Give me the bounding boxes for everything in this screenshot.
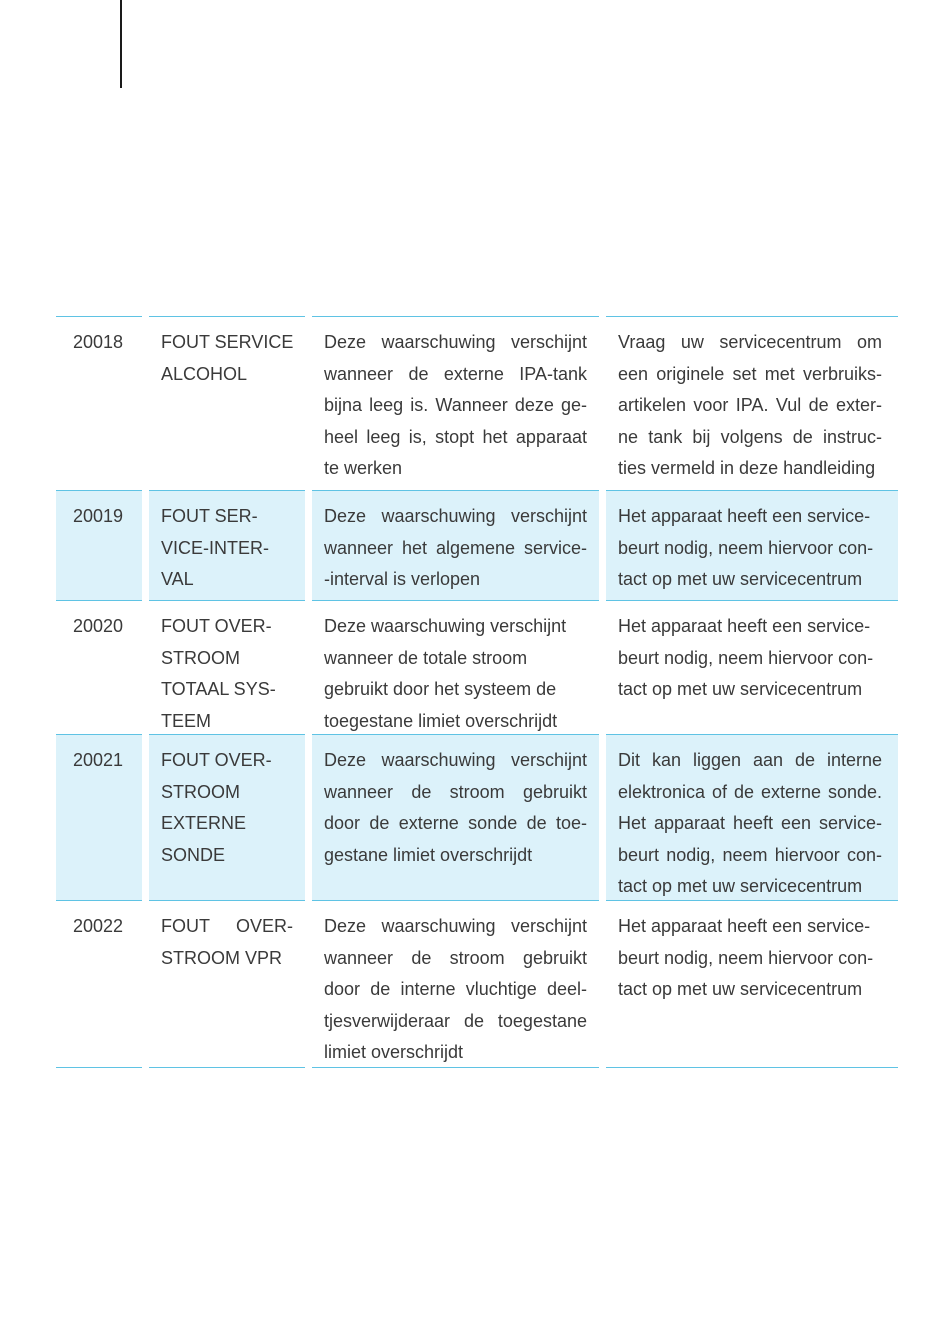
- error-code-cell: [56, 490, 142, 600]
- description-line: tjesverwijderaar de toegestane: [324, 1010, 587, 1031]
- action-cell: [606, 316, 898, 490]
- action-line: beurt nodig, neem hiervoor con-: [618, 647, 874, 668]
- description-line: Deze waarschuwing verschijnt: [324, 506, 587, 526]
- description-line: te werken: [324, 458, 403, 479]
- action-line: Het apparaat heeft een service-: [618, 916, 871, 936]
- error-code-cell: [56, 900, 142, 1068]
- error-name-line: VICE-INTER-: [161, 537, 269, 558]
- description-line: door de interne vluchtige deel-: [324, 979, 587, 1000]
- table-row: [56, 490, 898, 600]
- action-line: tact op met uw servicecentrum: [618, 679, 863, 700]
- error-code: 20018: [73, 332, 124, 352]
- description-cell: [312, 316, 599, 490]
- description-line: toegestane limiet overschrijdt: [324, 710, 558, 731]
- error-code: 20021: [73, 750, 124, 770]
- error-name-line: STROOM VPR: [161, 947, 283, 968]
- table-row: [56, 734, 898, 900]
- error-code: 20022: [73, 916, 124, 936]
- error-code-cell: [56, 316, 142, 490]
- error-name-line: FOUT OVER-: [161, 616, 272, 636]
- description-line: -interval is verlopen: [324, 569, 481, 590]
- description-line: Deze waarschuwing verschijnt: [324, 916, 587, 936]
- action-line: elektronica of de externe sonde.: [618, 781, 882, 802]
- description-line: gestane limiet overschrijdt: [324, 844, 533, 865]
- description-line: wanneer de stroom gebruikt: [324, 947, 587, 968]
- description-cell: [312, 600, 599, 734]
- error-name-line: STROOM: [161, 781, 240, 802]
- error-code: 20020: [73, 616, 124, 636]
- action-line: een originele set met verbruiks-: [618, 363, 882, 384]
- action-line: beurt nodig, neem hiervoor con-: [618, 844, 882, 865]
- error-name-cell: [149, 316, 305, 490]
- error-name-line: VAL: [161, 569, 194, 590]
- action-line: Dit kan liggen aan de interne: [618, 750, 882, 770]
- action-line: artikelen voor IPA. Vul de exter-: [618, 395, 882, 416]
- error-name-line: STROOM: [161, 647, 240, 668]
- action-line: Het apparaat heeft een service-: [618, 506, 871, 526]
- error-name-line: EXTERNE: [161, 813, 247, 834]
- action-line: ties vermeld in deze handleiding: [618, 458, 876, 479]
- error-name-line: SONDE: [161, 844, 226, 865]
- action-line: tact op met uw servicecentrum: [618, 569, 863, 590]
- action-line: ne tank bij volgens de instruc-: [618, 426, 882, 447]
- description-line: Deze waarschuwing verschijnt: [324, 750, 587, 770]
- description-line: wanneer het algemene service-: [324, 537, 587, 558]
- action-line: Het apparaat heeft een service-: [618, 813, 882, 834]
- action-line: beurt nodig, neem hiervoor con-: [618, 537, 874, 558]
- description-line: gebruikt door het systeem de: [324, 679, 557, 700]
- action-cell: [606, 900, 898, 1068]
- error-code-cell: [56, 734, 142, 900]
- error-name-line: FOUT SERVICE: [161, 332, 294, 352]
- error-name-line: FOUT SER-: [161, 506, 258, 526]
- margin-rule: [120, 0, 122, 88]
- error-name-line: TOTAAL SYS-: [161, 679, 276, 700]
- error-code: 20019: [73, 506, 124, 526]
- action-line: tact op met uw servicecentrum: [618, 979, 863, 1000]
- error-name-line: FOUT OVER-: [161, 916, 293, 936]
- error-code-cell: [56, 600, 142, 734]
- description-cell: [312, 490, 599, 600]
- table-row: [56, 900, 898, 1068]
- description-line: wanneer de stroom gebruikt: [324, 781, 587, 802]
- table-row: [56, 600, 898, 734]
- error-code-table: [56, 316, 898, 1068]
- action-line: tact op met uw servicecentrum: [618, 876, 863, 897]
- action-line: Vraag uw servicecentrum om: [618, 332, 882, 352]
- description-line: limiet overschrijdt: [324, 1042, 464, 1063]
- action-cell: [606, 490, 898, 600]
- action-line: Het apparaat heeft een service-: [618, 616, 871, 636]
- description-cell: [312, 900, 599, 1068]
- description-line: heel leeg is, stopt het apparaat: [324, 426, 587, 447]
- error-name-cell: [149, 600, 305, 734]
- error-name-line: ALCOHOL: [161, 363, 248, 384]
- description-line: bijna leeg is. Wanneer deze ge-: [324, 395, 587, 416]
- error-name-line: TEEM: [161, 710, 212, 731]
- description-line: wanneer de totale stroom: [324, 647, 528, 668]
- error-name-cell: [149, 900, 305, 1068]
- action-cell: [606, 600, 898, 734]
- table-row: [56, 316, 898, 490]
- error-name-line: FOUT OVER-: [161, 750, 272, 770]
- action-line: beurt nodig, neem hiervoor con-: [618, 947, 874, 968]
- description-line: Deze waarschuwing verschijnt: [324, 616, 567, 636]
- description-line: door de externe sonde de toe-: [324, 813, 587, 834]
- description-line: Deze waarschuwing verschijnt: [324, 332, 587, 352]
- description-cell: [312, 734, 599, 900]
- description-line: wanneer de externe IPA-tank: [324, 363, 587, 384]
- action-cell: [606, 734, 898, 900]
- error-name-cell: [149, 490, 305, 600]
- error-name-cell: [149, 734, 305, 900]
